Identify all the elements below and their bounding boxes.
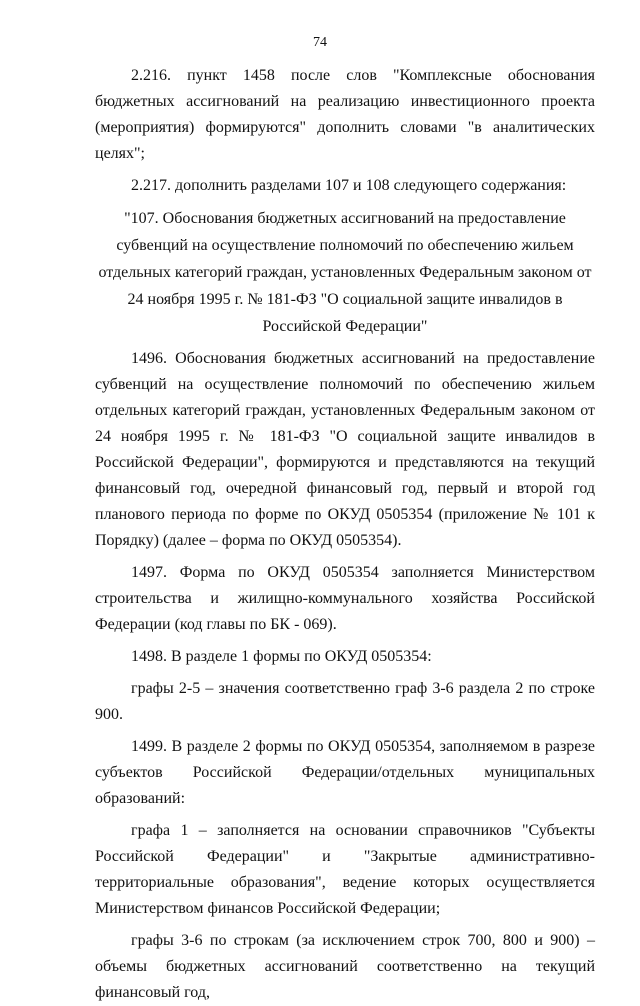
paragraph-1497: 1497. Форма по ОКУД 0505354 заполняется Министерством строительства и жилищно-коммунального хозяйства Российской Федерации (код главы по БК - 069). [95, 564, 595, 633]
page-number: 74 [313, 35, 327, 50]
document-body [95, 63, 595, 1006]
paragraph-2-217: 2.217. дополнить разделами 107 и 108 следующего содержания: [131, 177, 567, 194]
paragraph-2-216: 2.216. пункт 1458 после слов "Комплексные обоснования бюджетных ассигнований на реализацию инвестиционного проекта (мероприятия) формируются" дополнить словами "в аналитических целях"; [95, 67, 595, 162]
section-heading-107: "107. Обоснования бюджетных ассигнований на предоставление субвенций на осуществление полномочий по обеспечению жильем отдельных категорий граждан, установленных Федеральным законом от 24 ноября 1995 г. № 181-ФЗ "О социальной защите инвалидов в Российской Федерации" [98, 210, 592, 335]
paragraph-1496: 1496. Обоснования бюджетных ассигнований на предоставление субвенций на осуществление полномочий по обеспечению жильем отдельных категорий граждан, установленных Федеральным законом от 24 ноября 1995 г. № 181-ФЗ "О социальной защите инвалидов в Российской Федерации", формируются и представляются на текущий финансовый год, очередной финансовый год, первый и второй год планового периода по форме по ОКУД 0505354 (приложение № 101 к Порядку) (далее – форма по ОКУД 0505354). [95, 350, 595, 549]
paragraph-1498-columns: графы 2-5 – значения соответственно граф 3-6 раздела 2 по строке 900. [95, 680, 595, 723]
paragraph-1499-columns-3-6: графы 3-6 по строкам (за исключением строк 700, 800 и 900) – объемы бюджетных ассигнований соответственно на текущий финансовый год, [95, 932, 595, 1001]
paragraph-1498: 1498. В разделе 1 формы по ОКУД 0505354: [131, 648, 432, 665]
paragraph-1499-column-1: графа 1 – заполняется на основании справочников "Субъекты Российской Федерации" и "Закрытые административно-территориальные образования", ведение которых осуществляется Министерством финансов Российской Федерации; [95, 822, 595, 917]
paragraph-1499: 1499. В разделе 2 формы по ОКУД 0505354, заполняемом в разрезе субъектов Российской Федерации/отдельных муниципальных образований: [95, 738, 595, 807]
